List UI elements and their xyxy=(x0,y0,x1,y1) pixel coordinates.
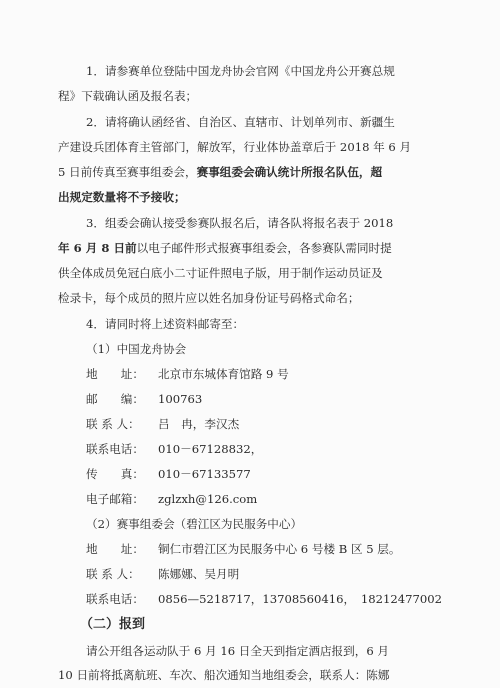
contact2-phone-label: 联系电话： xyxy=(86,592,144,606)
contact1-email xyxy=(86,490,257,508)
item-3-text: 以电子邮件形式报赛事组委会，各参赛队需同时提 xyxy=(136,241,392,255)
contact1-person-value: 吕 冉，李汉杰 xyxy=(158,417,240,431)
contact1-phone-value: 010－67128832， xyxy=(158,442,263,456)
contact1-address-label: 地 址： xyxy=(86,367,144,381)
item-2-line-2: 产建设兵团体育主管部门，解放军，行业体协盖章后于 2018 年 6 月 xyxy=(58,140,412,154)
item-1-line-1: 1．请参赛单位登陆中国龙舟协会官网《中国龙舟公开赛总规 xyxy=(86,64,395,78)
contact1-fax-label: 传 真： xyxy=(86,467,144,481)
contact2-phone xyxy=(86,590,442,608)
contact2-person xyxy=(86,565,239,583)
contact1-address-value: 北京市东城体育馆路 9 号 xyxy=(158,367,289,381)
contact1-zip xyxy=(86,390,202,408)
contact1-email-label: 电子邮箱： xyxy=(86,492,144,506)
contact1-person xyxy=(86,415,239,433)
item-3-line-3: 供全体成员免冠白底小二寸证件照电子版，用于制作运动员证及 xyxy=(58,266,383,280)
item-3-line-2 xyxy=(58,239,392,257)
contact1-fax xyxy=(86,465,251,483)
contact1-org: （1）中国龙舟协会 xyxy=(86,342,187,356)
contact1-address xyxy=(86,365,289,383)
item-2-line-4: 出规定数量将不予接收； xyxy=(58,190,186,204)
item-2-deadline: 5 日前传真至赛事组委会， xyxy=(58,165,197,179)
contact2-person-label: 联 系 人： xyxy=(86,567,140,581)
contact2-phone-value: 0856—5218717，13708560416， 18212477002 xyxy=(158,592,442,606)
contact2-address-label: 地 址： xyxy=(86,542,144,556)
contact1-fax-value: 010－67133577 xyxy=(158,467,251,481)
contact1-zip-label: 邮 编： xyxy=(86,392,144,406)
item-2-emphasis: 赛事组委会确认统计所报名队伍，超 xyxy=(196,165,383,179)
item-1-line-2: 程》下载确认函及报名表； xyxy=(58,89,198,103)
item-2-line-1: 2．请将确认函经省、自治区、直辖市、计划单列市、新疆生 xyxy=(86,115,395,129)
section-paragraph-line-1: 请公开组各运动队于 6 月 16 日全天到指定酒店报到，6 月 xyxy=(86,644,389,658)
contact2-person-value: 陈娜娜、吴月明 xyxy=(158,567,240,581)
item-3-deadline: 年 6 月 8 日前 xyxy=(58,241,137,255)
contact1-zip-value: 100763 xyxy=(158,392,203,406)
item-3-line-1: 3．组委会确认接受参赛队报名后，请各队将报名表于 2018 xyxy=(86,216,394,230)
item-3-line-4: 检录卡，每个成员的照片应以姓名加身份证号码格式命名； xyxy=(58,291,360,305)
contact2-address xyxy=(86,540,400,558)
contact1-phone xyxy=(86,440,262,458)
contact2-org: （2）赛事组委会（碧江区为民服务中心） xyxy=(86,517,303,531)
contact1-email-value: zglzxh@126.com xyxy=(158,492,258,506)
contact1-person-label: 联 系 人： xyxy=(86,417,140,431)
contact1-phone-label: 联系电话： xyxy=(86,442,144,456)
section-paragraph-line-2: 10 日前将抵离航班、车次、船次通知当地组委会，联系人：陈娜 xyxy=(58,668,390,682)
contact2-address-value: 铜仁市碧江区为民服务中心 6 号楼 B 区 5 层。 xyxy=(158,542,401,556)
item-4: 4．请同时将上述资料邮寄至： xyxy=(86,317,245,331)
item-2-line-3 xyxy=(58,163,382,181)
section-heading: （二）报到 xyxy=(80,617,146,632)
